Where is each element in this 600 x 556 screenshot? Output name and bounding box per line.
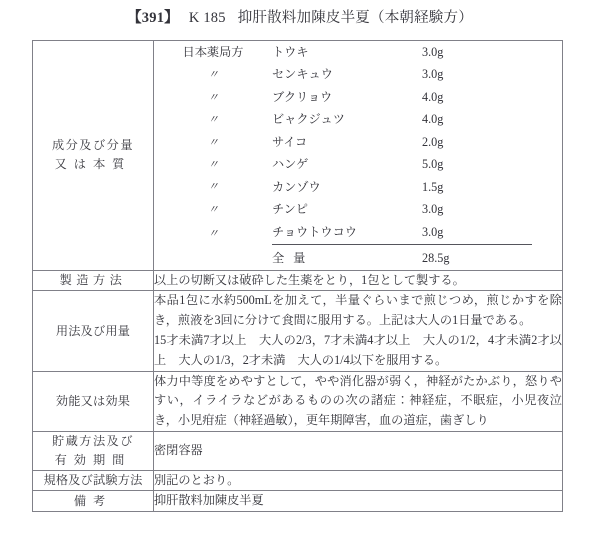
- ingredient-row: [154, 153, 572, 175]
- ingredient-name: カンゾウ: [272, 179, 321, 194]
- ingredient-amount: 4.0g: [422, 89, 444, 104]
- ingredient-row: [154, 198, 572, 220]
- table-row-remarks: [33, 491, 563, 512]
- total-spacer: [154, 245, 272, 270]
- ingredient-name: トウキ: [272, 45, 309, 59]
- ingredient-source: 〃: [207, 203, 219, 216]
- ingredient-source: 〃: [207, 114, 219, 127]
- ingredient-source: 〃: [207, 158, 219, 171]
- ingredient-spacer: [532, 245, 572, 270]
- remarks-text: 抑肝散料加陳皮半夏: [154, 493, 264, 508]
- manufacturing-text: 以上の切断又は破砕した生薬をとり，1包として製する。: [154, 272, 465, 287]
- total-amount: 28.5g: [422, 251, 450, 266]
- ingredient-spacer: [532, 198, 572, 220]
- table-row-standards: [33, 470, 563, 491]
- ingredient-total-row: [154, 245, 572, 270]
- ingredient-source: 〃: [207, 136, 219, 149]
- storage-content: [154, 431, 563, 470]
- ingredient-source: 〃: [207, 69, 219, 82]
- manufacturing-content: [154, 270, 563, 291]
- ingredient-spacer: [532, 221, 572, 245]
- storage-text: 密閉容器: [154, 442, 203, 457]
- ingredient-amount: 3.0g: [422, 221, 532, 245]
- ingredient-source: 〃: [207, 91, 219, 104]
- table-row-dosage: [33, 291, 563, 371]
- ingredient-spacer: [532, 41, 572, 63]
- ingredients-label-line2: 又は本質: [54, 157, 132, 172]
- title-code: K 185: [188, 10, 226, 26]
- ingredient-spacer: [532, 63, 572, 85]
- efficacy-label: 効能又は効果: [55, 393, 131, 408]
- storage-label-line1: 貯蔵方法及び: [51, 433, 135, 448]
- title-product-name: 抑肝散料加陳皮半夏（本朝経験方）: [237, 10, 473, 26]
- ingredient-name: サイコ: [272, 134, 308, 149]
- standards-content: [154, 470, 563, 491]
- title-number: 【391】: [127, 10, 179, 26]
- ingredient-name: チンピ: [272, 202, 308, 217]
- ingredient-amount: 2.0g: [422, 134, 444, 149]
- ingredient-name: チョウトウコウ: [272, 221, 422, 245]
- ingredient-amount: 3.0g: [422, 202, 444, 217]
- specification-table: [32, 40, 563, 512]
- remarks-content: [154, 491, 563, 512]
- ingredient-source: 〃: [207, 227, 219, 240]
- dosage-label: 用法及び用量: [55, 323, 131, 338]
- ingredient-name: ハンゲ: [272, 157, 309, 172]
- row-label-manufacturing: [33, 270, 154, 291]
- ingredient-row: [154, 63, 572, 85]
- ingredient-row: [154, 131, 572, 153]
- ingredient-row: [154, 41, 572, 63]
- ingredient-amount: 3.0g: [422, 45, 444, 59]
- standards-text: 別記のとおり。: [154, 472, 240, 487]
- ingredients-list-cell: [154, 41, 563, 271]
- ingredients-table: [154, 41, 572, 270]
- dosage-content: [154, 291, 563, 371]
- ingredient-amount: 1.5g: [422, 179, 444, 194]
- row-label-dosage: [33, 291, 154, 371]
- table-row-ingredients: [33, 41, 563, 271]
- dosage-paragraph-2: 15才未満7才以上 大人の2/3，7才未満4才以上 大人の1/2，4才未満2才以上 大人の1/3，2才未満 大人の1/4以下を服用する。: [154, 332, 562, 367]
- ingredient-spacer: [532, 176, 572, 198]
- table-row-storage: [33, 431, 563, 470]
- ingredients-label-line1: 成分及び分量: [51, 138, 135, 153]
- ingredient-spacer: [532, 108, 572, 130]
- ingredient-amount: 3.0g: [422, 67, 444, 82]
- ingredient-spacer: [532, 153, 572, 175]
- ingredient-name: センキュウ: [272, 67, 333, 82]
- table-row-efficacy: [33, 371, 563, 431]
- row-label-efficacy: [33, 371, 154, 431]
- row-label-remarks: [33, 491, 154, 512]
- storage-label-line2: 有効期間: [54, 452, 132, 467]
- row-label-ingredients: [33, 41, 154, 271]
- ingredient-row: [154, 176, 572, 198]
- remarks-label: 備考: [73, 493, 113, 508]
- standards-label: 規格及び試験方法: [43, 473, 143, 488]
- manufacturing-label: 製造方法: [59, 273, 127, 288]
- ingredient-spacer: [532, 86, 572, 108]
- dosage-paragraph-1: 本品1包に水約500mLを加えて，半量ぐらいまで煎じつめ，煎じかすを除き，煎液を3回に分けて食間に服用する。上記は大人の1日量である。: [154, 293, 562, 328]
- ingredient-source: 〃: [207, 181, 219, 194]
- table-row-manufacturing: [33, 270, 563, 291]
- efficacy-text: 体力中等度をめやすとして，やや消化器が弱く，神経がたかぶり，怒りやすい，イライラなどがあるものの次の諸症：神経症，不眠症，小児夜泣き，小児疳症（神経過敏），更年期障害，血の道症，歯ぎしり: [154, 373, 562, 428]
- row-label-standards: [33, 470, 154, 491]
- ingredient-amount: 5.0g: [422, 157, 444, 172]
- total-label: 全量: [272, 251, 315, 266]
- page-title: [0, 6, 600, 27]
- ingredient-row: [154, 86, 572, 108]
- ingredient-spacer: [532, 131, 572, 153]
- ingredient-name: ブクリョウ: [272, 89, 333, 104]
- ingredient-row: [154, 108, 572, 130]
- ingredient-row: [154, 221, 572, 245]
- ingredient-name: ビャクジュツ: [272, 112, 345, 127]
- row-label-storage: [33, 431, 154, 470]
- ingredient-source: 日本薬局方: [182, 45, 244, 59]
- ingredient-amount: 4.0g: [422, 112, 444, 127]
- efficacy-content: [154, 371, 563, 431]
